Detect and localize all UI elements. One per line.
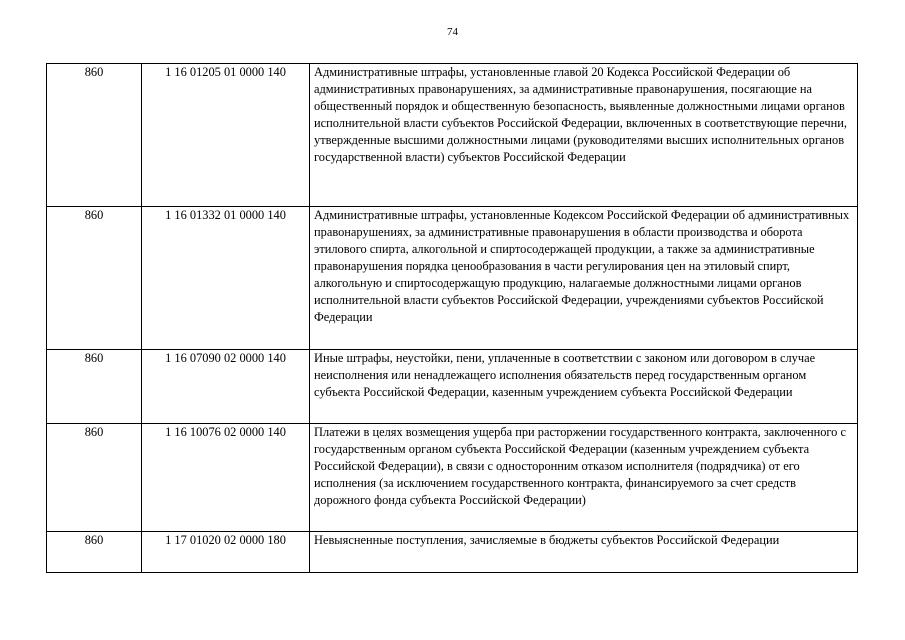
- table-row: [47, 64, 858, 207]
- admin-code-cell: 860: [47, 532, 142, 573]
- revenue-name-cell: Иные штрафы, неустойки, пени, уплаченные в соответствии с законом или договором в случае неисполнения или ненадлежащего исполнения обязательств перед государственным органом субъекта Российской Федерации, казенным учреждением субъекта Российской Федерации: [310, 350, 858, 424]
- table-row: [47, 532, 858, 573]
- admin-code-cell: 860: [47, 64, 142, 207]
- revenue-name-cell: Платежи в целях возмещения ущерба при расторжении государственного контракта, заключенного с государственным органом субъекта Российской Федерации (казенным учреждением субъекта Российской Федерации), в связи с односторонним отказом исполнителя (подрядчика) от его исполнения (за исключением государственного контракта, финансируемого за счет средств дорожного фонда субъекта Российской Федерации): [310, 424, 858, 532]
- table-row: [47, 207, 858, 350]
- admin-code-cell: 860: [47, 350, 142, 424]
- budget-code-cell: 1 16 01205 01 0000 140: [142, 64, 310, 207]
- budget-code-cell: 1 16 01332 01 0000 140: [142, 207, 310, 350]
- table-row: [47, 350, 858, 424]
- admin-code-cell: 860: [47, 424, 142, 532]
- budget-code-cell: 1 17 01020 02 0000 180: [142, 532, 310, 573]
- revenue-name-cell: Невыясненные поступления, зачисляемые в бюджеты субъектов Российской Федерации: [310, 532, 858, 573]
- revenue-name-cell: Административные штрафы, установленные главой 20 Кодекса Российской Федерации об административных правонарушениях, за административные правонарушения, посягающие на общественный порядок и общественную безопасность, выявленные должностными лицами органов исполнительной власти субъектов Российской Федерации, включенных в соответствующие перечни, утвержденные высшими должностными лицами (руководителями высших исполнительных органов государственной власти) субъектов Российской Федерации: [310, 64, 858, 207]
- budget-code-cell: 1 16 10076 02 0000 140: [142, 424, 310, 532]
- budget-codes-table: [46, 63, 858, 573]
- admin-code-cell: 860: [47, 207, 142, 350]
- revenue-name-cell: Административные штрафы, установленные Кодексом Российской Федерации об административных правонарушениях, за административные правонарушения в области производства и оборота этилового спирта, алкогольной и спиртосодержащей продукции, а также за административные правонарушения порядка ценообразования в части регулирования цен на этиловый спирт, алкогольную и спиртосодержащую продукцию, налагаемые должностными лицами органов исполнительной власти субъектов Российской Федерации, учреждениями субъектов Российской Федерации: [310, 207, 858, 350]
- table-row: [47, 424, 858, 532]
- budget-code-cell: 1 16 07090 02 0000 140: [142, 350, 310, 424]
- page-number: 74: [447, 26, 458, 38]
